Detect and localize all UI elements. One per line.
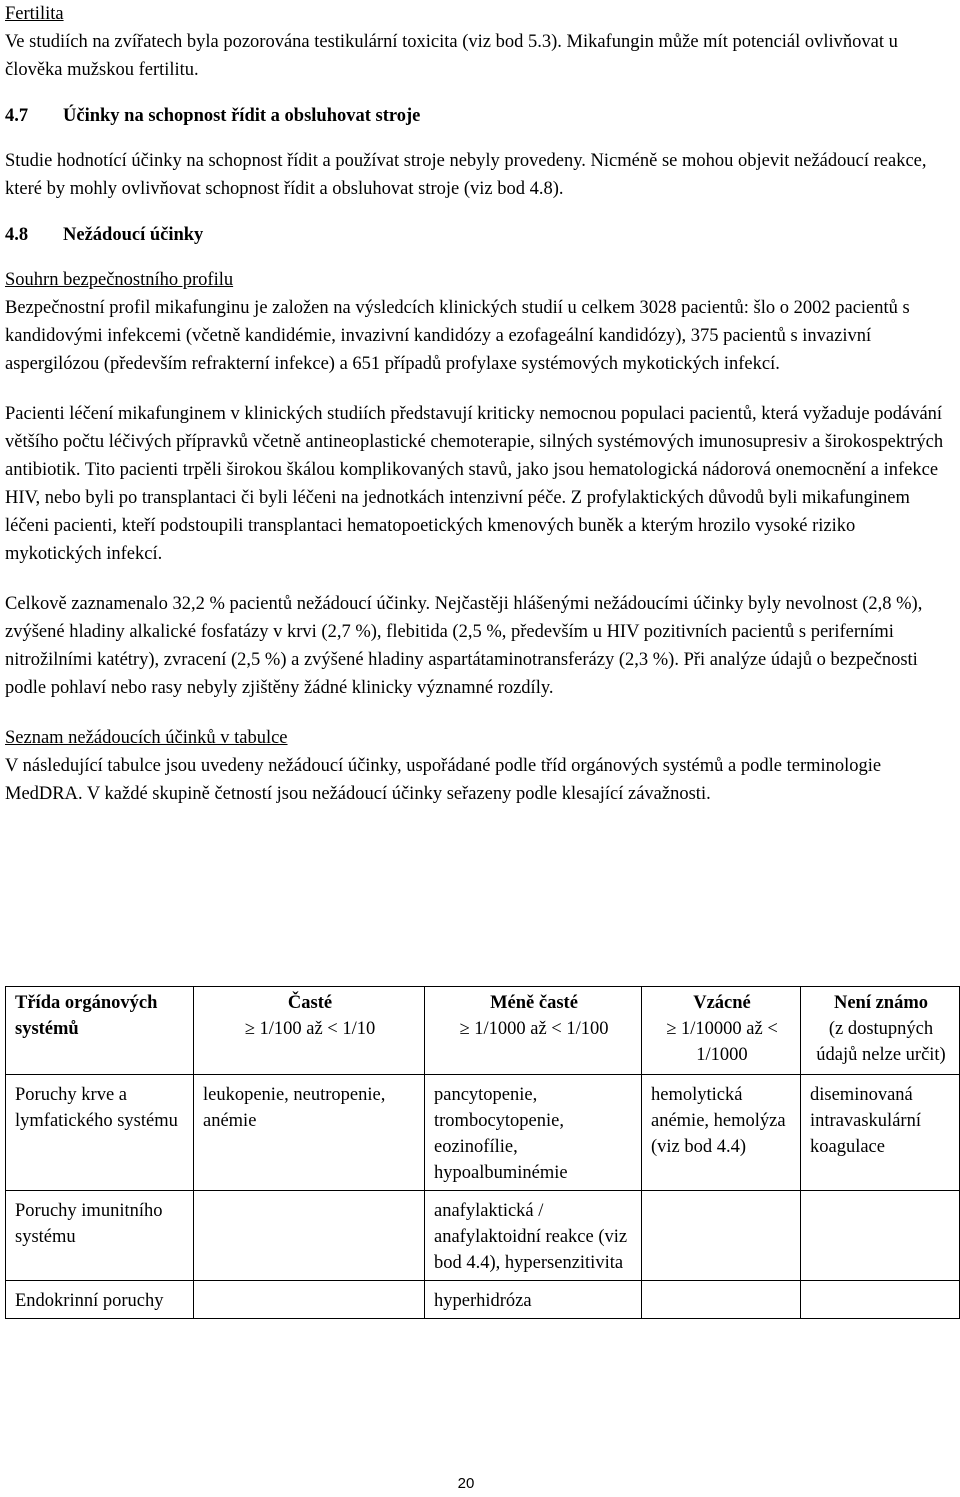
- table-row: [6, 1191, 960, 1281]
- organ-cell: Poruchy imunitního systému: [6, 1191, 194, 1281]
- unknown-cell: diseminovaná intravaskulární koagulace: [801, 1075, 960, 1191]
- uncommon-cell: anafylaktická / anafylaktoidní reakce (viz bod 4.4), hypersenzitivita: [425, 1191, 642, 1281]
- rare-cell: [642, 1191, 801, 1281]
- safety-paragraph-3: Celkově zaznamenalo 32,2 % pacientů nežádoucí účinky. Nejčastěji hlášenými nežádoucími účinky byly nevolnost (2,8 %), zvýšené hladiny alkalické fosfatázy v krvi (2,7 %), flebitida (2,5 %, především u HIV pozitivních pacientů s periferními nitrožilními katétry), zvracení (2,5 %) a zvýšené hladiny aspartátaminotransferázy (2,3 %). Při analýze údajů o bezpečnosti podle pohlaví nebo rasy nebyly zjištěny žádné klinicky významné rozdíly.: [5, 594, 923, 698]
- adverse-reactions-table: [5, 986, 960, 1319]
- table-row: [6, 1075, 960, 1191]
- section-4-8-heading: [5, 221, 955, 249]
- organ-cell: Poruchy krve a lymfatického systému: [6, 1075, 194, 1191]
- rare-cell: hemolytická anémie, hemolýza (viz bod 4.4): [642, 1075, 801, 1191]
- common-cell: [194, 1191, 425, 1281]
- common-cell: leukopenie, neutropenie, anémie: [194, 1075, 425, 1191]
- unknown-cell: [801, 1281, 960, 1319]
- table-header-row: [6, 987, 960, 1075]
- table-row: [6, 1281, 960, 1319]
- header-common: Časté ≥ 1/100 až < 1/10: [194, 987, 425, 1075]
- section-4-7-text: Studie hodnotící účinky na schopnost řídit a používat stroje nebyly provedeny. Nicméně se mohou objevit nežádoucí reakce, které by mohly ovlivňovat schopnost řídit a obsluhovat stroje (viz bod 4.8).: [5, 151, 927, 199]
- unknown-cell: [801, 1191, 960, 1281]
- organ-cell: Endokrinní poruchy: [6, 1281, 194, 1319]
- uncommon-cell: pancytopenie, trombocytopenie, eozinofílie, hypoalbuminémie: [425, 1075, 642, 1191]
- section-4-7-heading: [5, 102, 955, 130]
- uncommon-cell: hyperhidróza: [425, 1281, 642, 1319]
- section-4-8-title: Nežádoucí účinky: [63, 225, 204, 245]
- rare-cell: [642, 1281, 801, 1319]
- safety-paragraph-2: Pacienti léčení mikafunginem v klinických studiích představují kriticky nemocnou populaci pacientů, která vyžaduje podávání většího počtu léčivých přípravků včetně antineoplastické chemoterapie, silných systémových imunosupresiv a širokospektrých antibiotik. Tito pacienti trpěli širokou škálou komplikovaných stavů, jako jsou hematologická nádorová onemocnění a infekce HIV, nebo byli po transplantaci či byli léčeni na jednotkách intenzivní péče. Z profylaktických důvodů byli mikafunginem léčeni pacienti, kteří podstoupili transplantaci hematopoetických kmenových buněk a kterým hrozilo vysoké riziko mykotických infekcí.: [5, 404, 944, 564]
- header-unknown: Není známo (z dostupných údajů nelze určit): [801, 987, 960, 1075]
- header-rare: Vzácné ≥ 1/10000 až < 1/1000: [642, 987, 801, 1075]
- fertility-text: Ve studiích na zvířatech byla pozorována testikulární toxicita (viz bod 5.3). Mikafungin může mít potenciál ovlivňovat u člověka mužskou fertilitu.: [5, 32, 898, 80]
- document-page: [5, 0, 955, 808]
- safety-paragraph-1: Bezpečnostní profil mikafunginu je založen na výsledcích klinických studií u celkem 3028 pacientů: šlo o 2002 pacientů s kandidovými infekcemi (včetně kandidémie, invazivní kandidózy a ezofageální kandidózy), 375 pacientů s invazivní aspergilózou (především refrakterní infekce) a 651 případů profylaxe systémových mykotických infekcí.: [5, 298, 910, 374]
- adverse-list-text: V následující tabulce jsou uvedeny nežádoucí účinky, uspořádané podle tříd orgánových systémů a podle terminologie MedDRA. V každé skupině četností jsou nežádoucí účinky seřazeny podle klesající závažnosti.: [5, 756, 882, 804]
- adverse-list-heading: Seznam nežádoucích účinků v tabulce: [5, 728, 288, 748]
- safety-summary-heading: Souhrn bezpečnostního profilu: [5, 270, 234, 290]
- header-organ-class: Třída orgánových systémů: [6, 987, 194, 1075]
- section-4-7-number: 4.7: [5, 106, 29, 126]
- section-4-8-number: 4.8: [5, 225, 29, 245]
- header-uncommon: Méně časté ≥ 1/1000 až < 1/100: [425, 987, 642, 1075]
- fertility-heading: Fertilita: [5, 4, 64, 24]
- section-4-7-title: Účinky na schopnost řídit a obsluhovat stroje: [63, 106, 421, 126]
- page-number: 20: [457, 1475, 475, 1492]
- common-cell: [194, 1281, 425, 1319]
